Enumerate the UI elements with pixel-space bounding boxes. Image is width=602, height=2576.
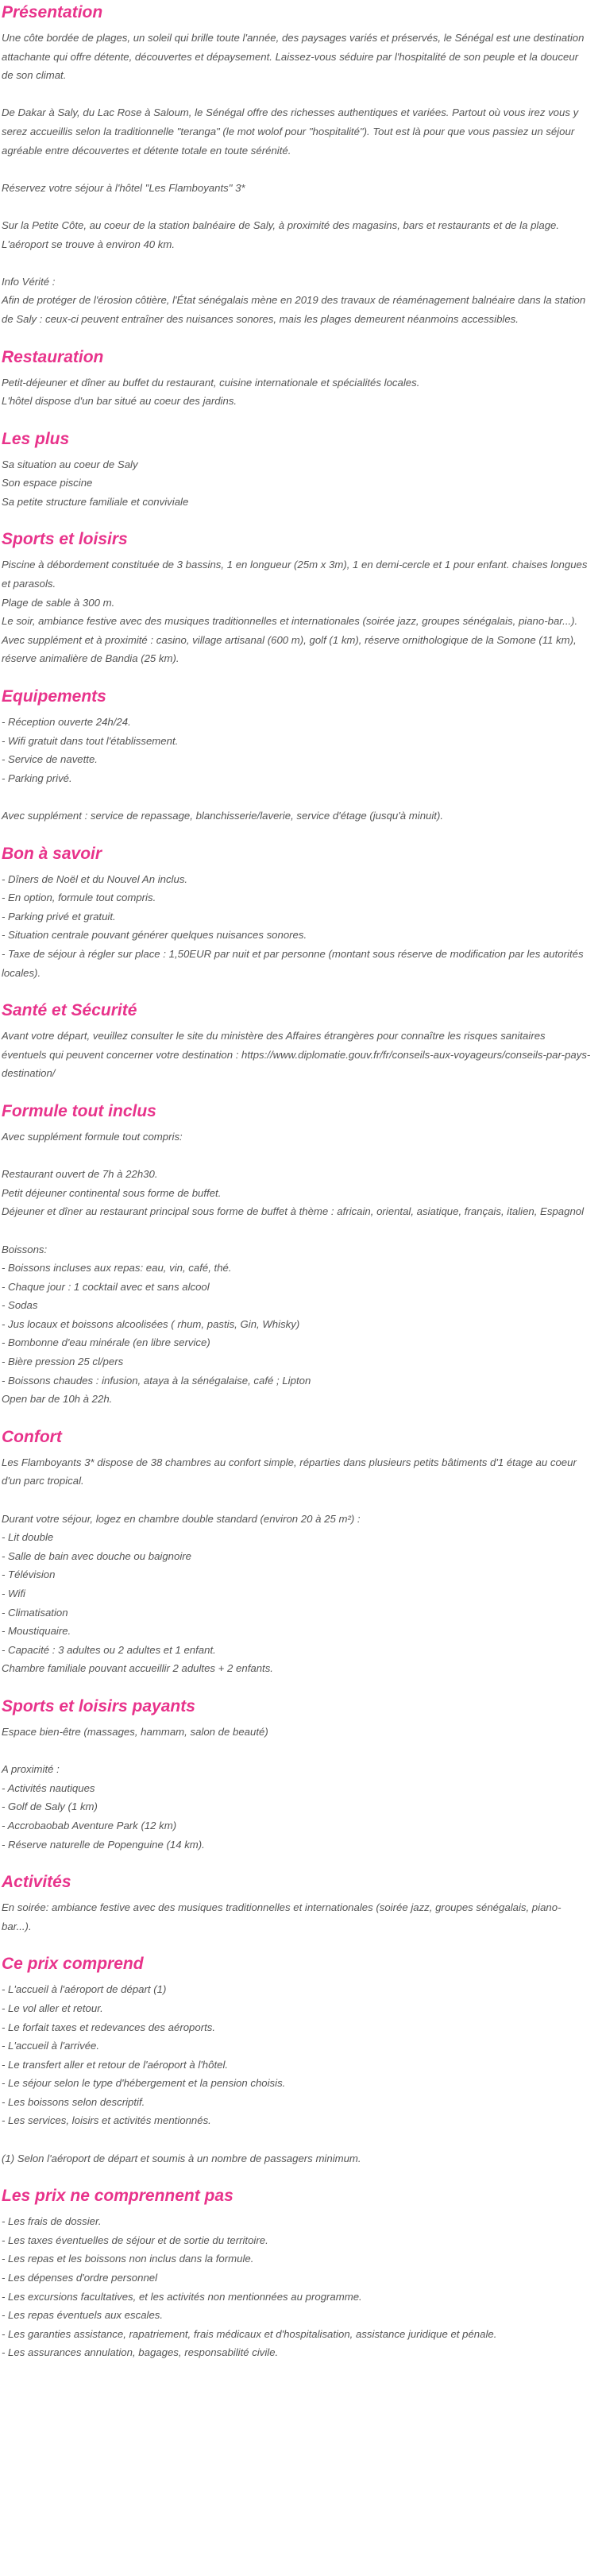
body-line: - Les garanties assistance, rapatriement, frais médicaux et d'hospitalisation, assistance juridique et pénale. [2,2327,497,2340]
section-body [2,555,591,668]
body-line: - Capacité : 3 adultes ou 2 adultes et 1 enfant. [2,1643,216,1656]
section-heading: Ce prix comprend [2,1955,144,1974]
body-line: Avec supplément : service de repassage, blanchisserie/laverie, service d'étage (jusqu'à minuit). [2,810,444,822]
body-line: Avec supplément formule tout compris: [2,1130,183,1143]
body-line: Open bar de 10h à 22h. [2,1393,113,1406]
section-heading: Restauration [2,347,104,366]
section-body [2,373,591,411]
body-line: - Le séjour selon le type d'hébergement et la pension choisis. [2,2077,286,2090]
spacer-line [2,1221,591,1240]
body-line: Son espace piscine [2,477,93,489]
body-line: - Bière pression 25 cl/pers [2,1356,124,1368]
section-les-prix-ne-comprennent-pas [2,2185,591,2362]
body-line: Les Flamboyants 3* dispose de 38 chambres au confort simple, réparties dans plusieurs petits bâtiments d'1 étage au coeur d'un parc tropical. [2,1456,577,1487]
section-body [2,713,591,826]
body-line: - Sodas [2,1299,38,1312]
body-line: - Bombonne d'eau minérale (en libre service) [2,1336,210,1349]
body-line: - Taxe de séjour à régler sur place : 1,50EUR par nuit et par personne (montant sous réserve de modification par les autorités locales). [2,947,584,979]
section-heading: Les prix ne comprennent pas [2,2187,233,2206]
section-presentation [2,2,591,329]
body-line: A proximité : [2,1763,60,1776]
body-line: - Réserve naturelle de Popenguine (14 km). [2,1838,205,1851]
spacer-line [2,85,591,104]
body-line: Restaurant ouvert de 7h à 22h30. [2,1168,158,1181]
section-heading: Sports et loisirs payants [2,1696,195,1715]
body-line: L'hôtel dispose d'un bar situé au coeur des jardins. [2,395,237,408]
section-heading: Présentation [2,3,103,21]
section-body [2,870,591,983]
spacer-line [2,2130,591,2149]
section-heading: Confort [2,1427,62,1446]
body-line: - Salle de bain avec douche ou baignoire [2,1549,192,1562]
spacer-line [2,1147,591,1166]
body-line: En soirée: ambiance festive avec des musiques traditionnelles et internationales (soirée jazz, groupes sénégalais, piano-bar...). [2,1901,561,1932]
body-line: - Les assurances annulation, bagages, responsabilité civile. [2,2346,279,2359]
section-restauration [2,346,591,411]
section-heading: Sports et loisirs [2,530,128,549]
body-line: Une côte bordée de plages, un soleil qui brille toute l'année, des paysages variés et préservés, le Sénégal est une destination attachante qui offre détente, découvertes et dépaysement. Laissez-vous séduire par l'hospitalité de son peuple et la douceur de son climat. [2,32,585,82]
section-sports-et-loisirs [2,528,591,668]
body-line: Piscine à débordement constituée de 3 bassins, 1 en longueur (25m x 3m), 1 en demi-cercle et 1 pour enfant. chaises longues et parasols. [2,559,588,590]
body-line: - Moustiquaire. [2,1625,71,1638]
body-line: Boissons: [2,1243,48,1255]
body-line: - L'accueil à l'arrivée. [2,2040,100,2052]
body-line: Petit déjeuner continental sous forme de buffet. [2,1186,222,1199]
body-line: - Golf de Saly (1 km) [2,1800,98,1813]
body-line: - Climatisation [2,1606,68,1619]
section-body [2,2212,591,2362]
body-line: Afin de protéger de l'érosion côtière, l'État sénégalais mène en 2019 des travaux de réaménagement balnéaire dans la station de Saly : ceux-ci peuvent entraîner des nuisances sonores, mais les plages demeurent néanmoins accessibles. [2,294,586,325]
section-body [2,1027,591,1083]
section-confort [2,1426,591,1678]
body-line: - Les repas éventuels aux escales. [2,2309,164,2322]
section-body [2,1453,591,1678]
body-line: Avec supplément et à proximité : casino, village artisanal (600 m), golf (1 km), réserve ornithologique de la Somone (11 km), réserve animalière de Bandia (25 km). [2,633,577,665]
body-line: - Les boissons selon descriptif. [2,2095,145,2108]
section-bon-a-savoir [2,843,591,983]
section-heading: Santé et Sécurité [2,1001,137,1020]
section-body [2,29,591,329]
section-body [2,455,591,512]
body-line: - Les services, loisirs et activités mentionnés. [2,2114,211,2127]
body-line: Chambre familiale pouvant accueillir 2 adultes + 2 enfants. [2,1662,273,1675]
section-sports-et-loisirs-payants [2,1696,591,1854]
body-line: - L'accueil à l'aéroport de départ (1) [2,1983,167,1996]
body-line: - Chaque jour : 1 cocktail avec et sans alcool [2,1280,210,1293]
section-les-plus [2,428,591,512]
body-line: - Accrobaobab Aventure Park (12 km) [2,1819,177,1831]
body-line: - En option, formule tout compris. [2,892,156,904]
section-heading: Activités [2,1873,71,1892]
section-body [2,1127,591,1409]
spacer-line [2,1742,591,1761]
body-line: Info Vérité : [2,275,56,288]
body-line: (1) Selon l'aéroport de départ et soumis à un nombre de passagers minimum. [2,2152,361,2164]
body-line: Durant votre séjour, logez en chambre double standard (environ 20 à 25 m²) : [2,1512,361,1525]
section-body [2,1980,591,2168]
body-line: - Télévision [2,1568,56,1581]
body-line: Sa situation au coeur de Saly [2,458,138,470]
section-body [2,1723,591,1854]
spacer-line [2,197,591,216]
section-formule-tout-inclus [2,1100,591,1409]
body-line: - Parking privé et gratuit. [2,910,116,922]
body-line: Avant votre départ, veuillez consulter le site du ministère des Affaires étrangères pour connaître les risques sanitaires éventuels qui peuvent concerner votre destination : https://www.diplomatie.gouv.fr/fr/conseils-aux-voyageurs/conseils-par-pays-destination/ [2,1030,591,1080]
body-line: - Les frais de dossier. [2,2215,102,2228]
section-heading: Formule tout inclus [2,1101,156,1120]
body-line: - Boissons chaudes : infusion, ataya à la sénégalaise, café ; Lipton [2,1374,311,1387]
body-line: - Parking privé. [2,772,72,784]
body-line: - Wifi gratuit dans tout l'établissement. [2,734,179,747]
body-line: Le soir, ambiance festive avec des musiques traditionnelles et internationales (soirée jazz, groupes sénégalais, piano-bar...). [2,615,578,628]
body-line: - Wifi [2,1588,25,1599]
body-line: - Service de navette. [2,753,98,766]
body-line: - Lit double [2,1531,54,1544]
spacer-line [2,1491,591,1510]
body-line: - Les taxes éventuelles de séjour et de sortie du territoire. [2,2234,268,2246]
body-line: Espace bien-être (massages, hammam, salon de beauté) [2,1725,268,1738]
body-line: Petit-déjeuner et dîner au buffet du restaurant, cuisine internationale et spécialités locales. [2,376,420,389]
body-line: Déjeuner et dîner au restaurant principal sous forme de buffet à thème : africain, oriental, asiatique, français, italien, Espagnol [2,1205,585,1218]
body-line: - Situation centrale pouvant générer quelques nuisances sonores. [2,929,307,942]
section-equipements [2,686,591,826]
section-heading: Les plus [2,429,70,448]
body-line: Plage de sable à 300 m. [2,596,115,609]
body-line: - Les repas et les boissons non inclus dans la formule. [2,2253,254,2265]
body-line: - Les dépenses d'ordre personnel [2,2272,158,2284]
body-line: Réservez votre séjour à l'hôtel "Les Flamboyants" 3* [2,181,245,194]
spacer-line [2,787,591,806]
body-line: - Boissons incluses aux repas: eau, vin, café, thé. [2,1262,232,1274]
body-line: - Jus locaux et boissons alcoolisées ( rhum, pastis, Gin, Whisky) [2,1317,300,1330]
body-line: Sur la Petite Côte, au coeur de la station balnéaire de Saly, à proximité des magasins, bars et restaurants et de la plage. L'aéroport se trouve à environ 40 km. [2,219,560,250]
section-heading: Bon à savoir [2,844,102,863]
body-line: - Les excursions facultatives, et les activités non mentionnées au programme. [2,2290,362,2303]
spacer-line [2,253,591,273]
body-line: - Dîners de Noël et du Nouvel An inclus. [2,872,188,885]
body-line: - Activités nautiques [2,1781,95,1794]
body-line: - Le vol aller et retour. [2,2002,103,2014]
section-sante-et-securite [2,1000,591,1083]
section-ce-prix-comprend [2,1953,591,2168]
spacer-line [2,160,591,179]
body-line: - Le transfert aller et retour de l'aéroport à l'hôtel. [2,2058,229,2071]
section-heading: Equipements [2,687,106,706]
section-body [2,1898,591,1936]
body-line: - Réception ouverte 24h/24. [2,716,131,729]
body-line: De Dakar à Saly, du Lac Rose à Saloum, le Sénégal offre des richesses authentiques et variées. Partout où vous irez vous y serez accueillis selon la traditionnelle "teranga" (le mot wolof pour "hospitalité"). Tout est là pour que vous passiez un séjour agréable entre découvertes et détente totale en toute sérénité. [2,106,579,157]
section-activites [2,1871,591,1936]
body-line: - Le forfait taxes et redevances des aéroports. [2,2021,216,2033]
body-line: Sa petite structure familiale et conviviale [2,495,189,508]
